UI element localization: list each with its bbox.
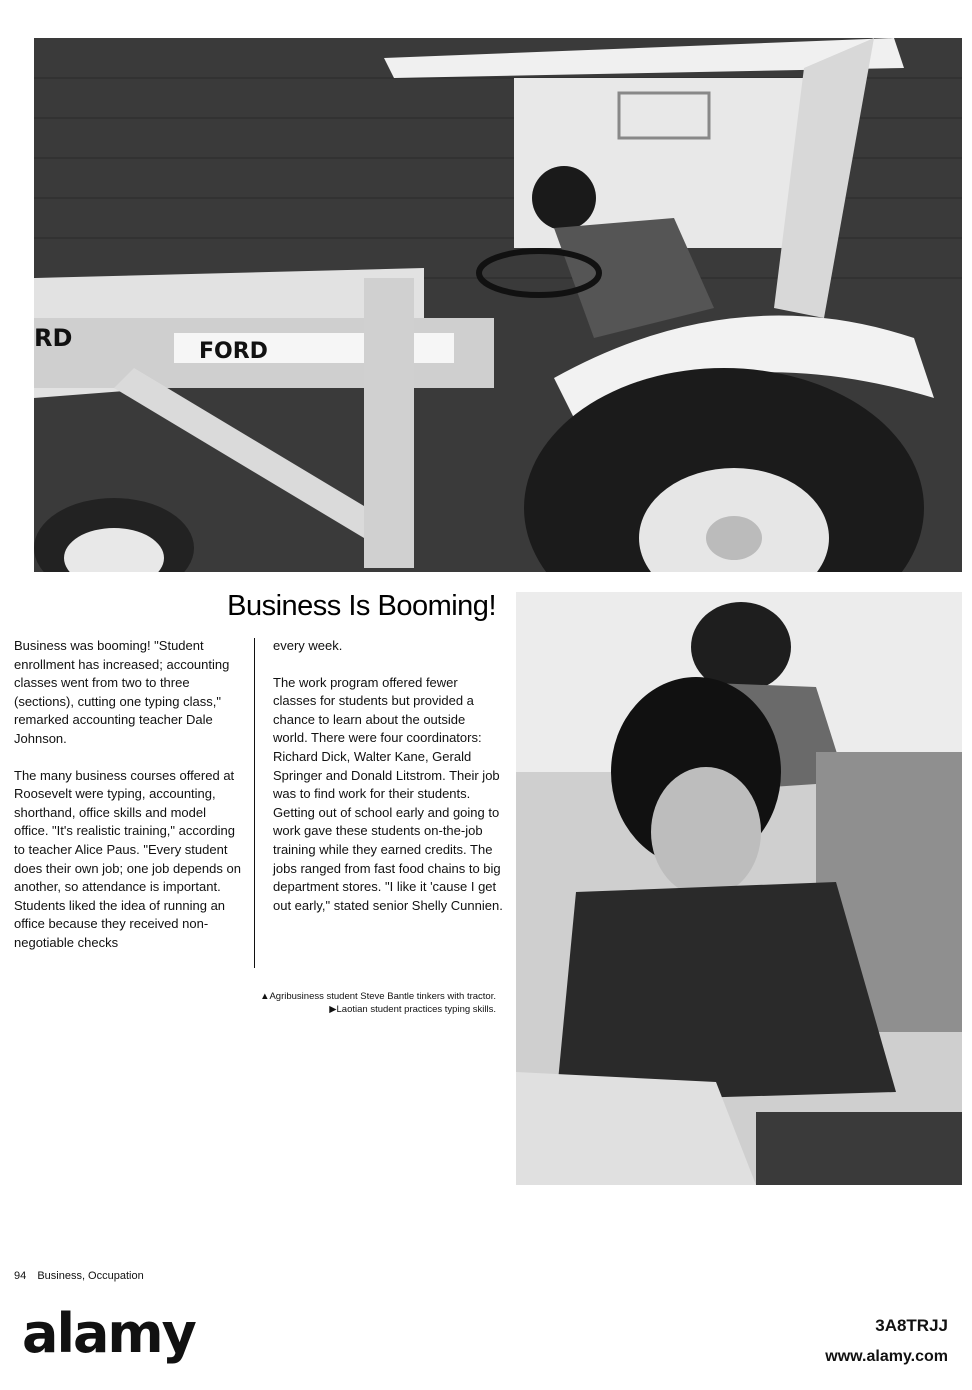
article-paragraph: every week.: [273, 638, 343, 653]
tractor-photo: [34, 38, 962, 572]
article-column-right: [273, 637, 503, 933]
caption-top-photo: ▲Agribusiness student Steve Bantle tinkers with tractor.: [260, 991, 496, 1002]
article-headline: Business Is Booming!: [227, 590, 496, 622]
article-paragraph: The many business courses offered at Roosevelt were typing, accounting, shorthand, office skills and model office. "It's realistic training," according to teacher Alice Paus. "Every student does their own job; one job depends on another, so attendance is important. Students liked the idea of running an office because they received non-negotiable checks: [14, 767, 241, 950]
tractor-illustration: [34, 38, 962, 572]
caption-right-photo: ▶Laotian student practices typing skills.: [329, 1004, 496, 1015]
tractor-label-rd: RD: [34, 324, 73, 352]
article-paragraph: The work program offered fewer classes for students but provided a chance to learn about the outside world. There were four coordinators: Richard Dick, Walter Kane, Gerald Springer and Donald Litstrom. Their job was to find work for their students. Getting out of school early and going to work gave these students on-the-job training while they earned credits. The jobs ranged from fast food chains to big department stores. "I like it 'cause I get out early," stated senior Shelly Cunnien.: [273, 674, 503, 913]
section-name: Business, Occupation: [37, 1270, 144, 1282]
photo-captions: [190, 990, 496, 1016]
image-id: 3A8TRJJ: [875, 1316, 948, 1335]
site-url: www.alamy.com: [825, 1348, 948, 1365]
page-number: 94: [14, 1270, 27, 1282]
column-divider: [254, 638, 255, 968]
typing-student-illustration: [516, 592, 962, 1185]
article-paragraph: Business was booming! "Student enrollment has increased; accounting classes went from two to three (sections), cutting one typing class," remarked accounting teacher Dale Johnson.: [14, 638, 230, 746]
alamy-logo: alamy: [22, 1302, 195, 1365]
article-column-left: [14, 637, 244, 971]
tractor-label-ford: FORD: [199, 339, 268, 364]
page-folio: [14, 1270, 152, 1282]
typing-student-photo: [516, 592, 962, 1185]
